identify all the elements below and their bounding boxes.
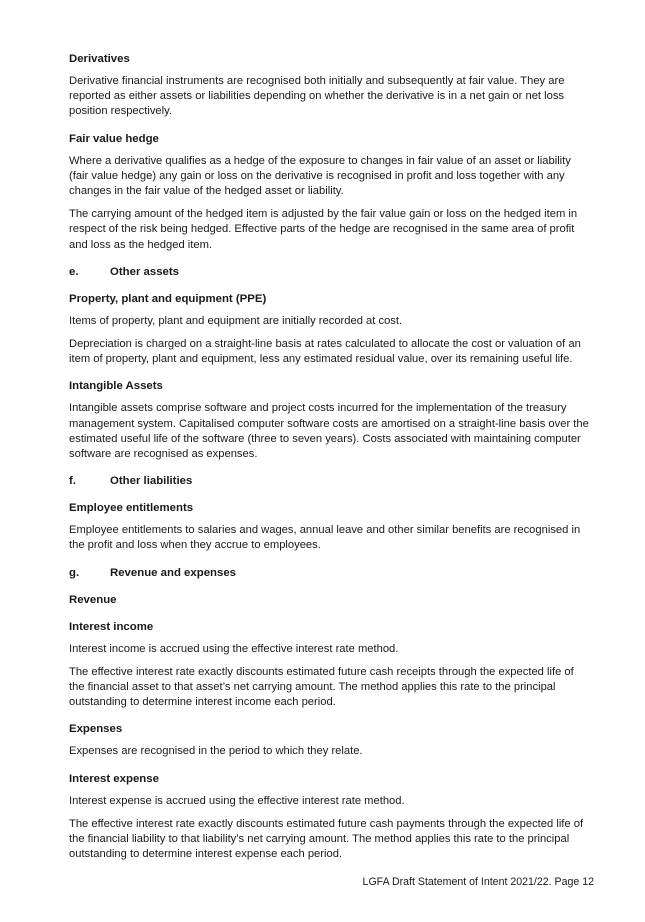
paragraph-intangible-assets: Intangible assets comprise software and project costs incurred for the implementation of the treasury management system. Capitalised computer software costs are amortised on a straight-line basis over the estimated useful life of the software (three to seven years). Costs associated with maintaining computer software are recognised as expenses. [69,402,589,461]
page-footer: LGFA Draft Statement of Intent 2021/22. Page 12 [362,876,594,888]
paragraph-interest-income-1: Interest income is accrued using the effective interest rate method. [69,642,399,655]
heading-interest-expense: Interest expense [69,772,159,785]
heading-revenue: Revenue [69,593,117,606]
section-letter: e. [69,265,79,278]
heading-interest-income: Interest income [69,620,154,633]
section-heading-g [69,566,591,581]
section-title: Revenue and expenses [110,566,236,579]
heading-expenses: Expenses [69,723,123,736]
paragraph-interest-expense-2: The effective interest rate exactly discounts estimated future cash payments through the expected life of the financial liability to that liability’s net carrying amount. The method applies this rate to the principal outstanding to determine interest expense each period. [69,817,584,861]
paragraph-expenses: Expenses are recognised in the period to which they relate. [69,745,363,758]
heading-ppe: Property, plant and equipment (PPE) [69,292,267,305]
paragraph-derivatives: Derivative financial instruments are recognised both initially and subsequently at fair value. They are reported as either assets or liabilities depending on whether the derivative is in a net gain or net loss position respectively. [69,75,565,118]
section-title: Other liabilities [110,475,193,488]
paragraph-employee-entitlements: Employee entitlements to salaries and wages, annual leave and other similar benefits are recognised in the profit and loss when they accrue to employees. [69,524,581,552]
heading-intangible-assets: Intangible Assets [69,380,163,393]
section-title: Other assets [110,265,180,278]
section-letter: g. [69,566,80,579]
paragraph-fair-value-hedge-1: Where a derivative qualifies as a hedge of the exposure to changes in fair value of an asset or liability (fair value hedge) any gain or loss on the derivative is recognised in profit and loss together with any changes in the fair value of the hedged asset or liability. [69,154,571,198]
heading-fair-value-hedge: Fair value hedge [69,132,159,145]
heading-derivatives: Derivatives [69,53,130,65]
section-heading-f [69,474,591,489]
paragraph-ppe-1: Items of property, plant and equipment are initially recorded at cost. [69,314,403,327]
paragraph-ppe-2: Depreciation is charged on a straight-line basis at rates calculated to allocate the cost or valuation of an item of property, plant and equipment, less any estimated residual value, over its remaining useful life. [69,338,581,366]
paragraph-interest-income-2: The effective interest rate exactly discounts estimated future cash receipts through the expected life of the financial asset to that asset’s net carrying amount. The method applies this rate to the principal outstanding to determine interest income each period. [69,665,574,709]
section-letter: f. [69,475,76,488]
heading-employee-entitlements: Employee entitlements [69,502,194,515]
paragraph-interest-expense-1: Interest expense is accrued using the effective interest rate method. [69,794,405,807]
section-heading-e [69,265,591,280]
paragraph-fair-value-hedge-2: The carrying amount of the hedged item is adjusted by the fair value gain or loss on the hedged item in respect of the risk being hedged. Effective parts of the hedge are recognised in the same area of profit and loss as the hedged item. [69,208,578,251]
document-body [69,52,591,870]
